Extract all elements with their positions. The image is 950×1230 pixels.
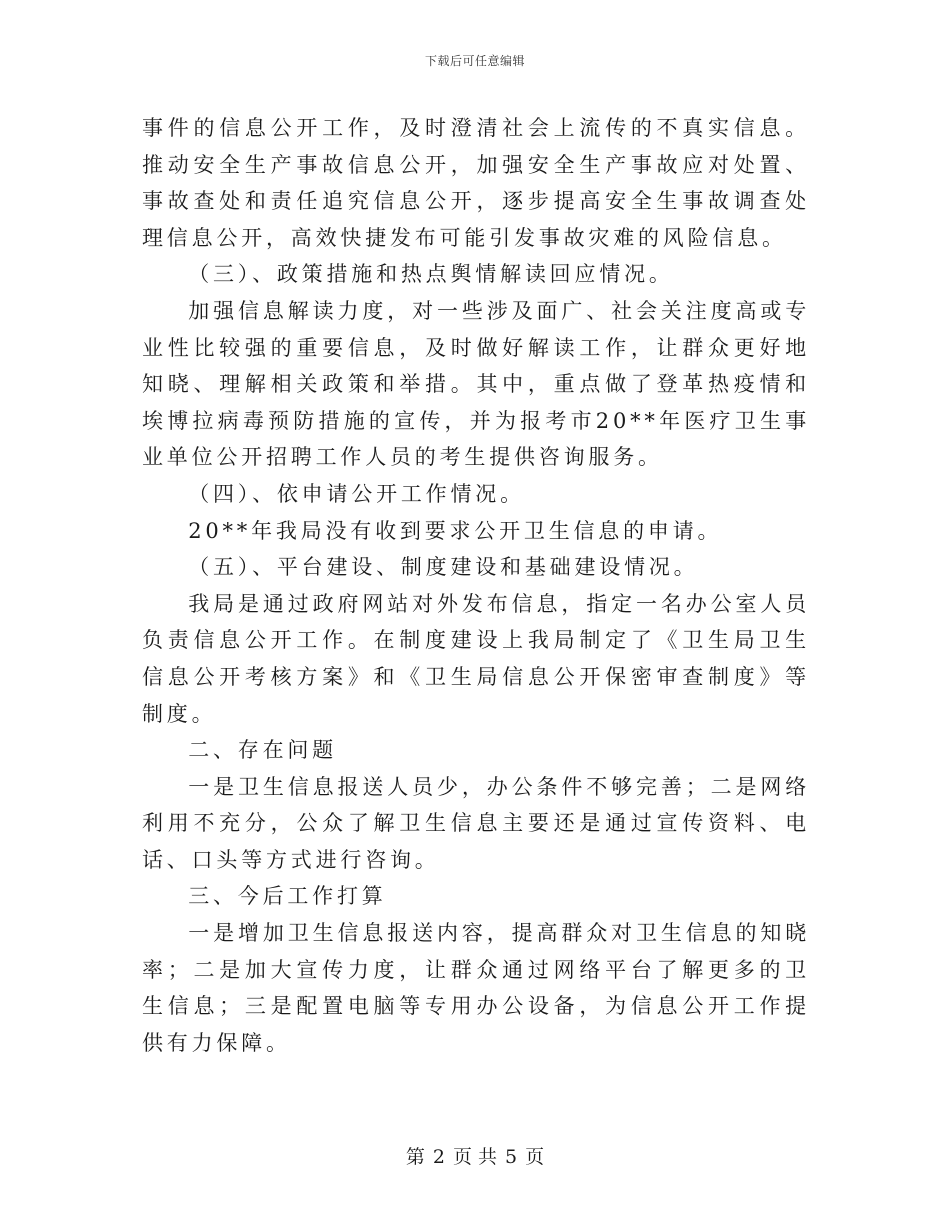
section-heading-3: （三）、政策措施和热点舆情解读回应情况。 — [188, 262, 674, 287]
footer-middle: 页 共 — [452, 1146, 498, 1168]
paragraph: 20**年我局没有收到要求公开卫生信息的申请。 — [188, 518, 723, 543]
section-heading-5: （五）、平台建设、制度建设和基础建设情况。 — [188, 555, 699, 580]
page-total: 5 — [505, 1146, 518, 1168]
page-number: 2 — [432, 1146, 445, 1168]
paragraph: 一是增加卫生信息报送内容，提高群众对卫生信息的知晓率；二是加大宣传力度，让群众通过网络平台了解更多的卫生信息；三是配置电脑等专用办公设备，为信息公开工作提供有力保障。 — [142, 921, 810, 1055]
section-heading-4: （四）、依申请公开工作情况。 — [188, 481, 525, 506]
section-heading-problems: 二、存在问题 — [188, 738, 337, 763]
paragraph: 一是卫生信息报送人员少，办公条件不够完善；二是网络利用不充分，公众了解卫生信息主要还是通过宣传资料、电话、口头等方式进行咨询。 — [142, 774, 810, 872]
paragraph-continuation: 事件的信息公开工作，及时澄清社会上流传的不真实信息。推动安全生产事故信息公开，加强安全生产事故应对处置、事故查处和责任追究信息公开，逐步提高安全生事故调查处理信息公开，高效快捷发布可能引发事故灾难的风险信息。 — [142, 116, 810, 250]
page-footer — [0, 1142, 950, 1169]
paragraph: 加强信息解读力度，对一些涉及面广、社会关注度高或专业性比较强的重要信息，及时做好解读工作，让群众更好地知晓、理解相关政策和举措。其中，重点做了登革热疫情和埃博拉病毒预防措施的宣传，并为报考市20**年医疗卫生事业单位公开招聘工作人员的考生提供咨询服务。 — [142, 298, 810, 470]
section-heading-plans: 三、今后工作打算 — [188, 884, 387, 909]
footer-prefix: 第 — [405, 1146, 425, 1168]
paragraph: 我局是通过政府网站对外发布信息，指定一名办公室人员负责信息公开工作。在制度建设上我局制定了《卫生局卫生信息公开考核方案》和《卫生局信息公开保密审查制度》等制度。 — [142, 591, 810, 726]
document-body — [142, 110, 810, 1061]
footer-suffix: 页 — [525, 1146, 545, 1168]
page-header: 下载后可任意编辑 — [424, 54, 525, 68]
